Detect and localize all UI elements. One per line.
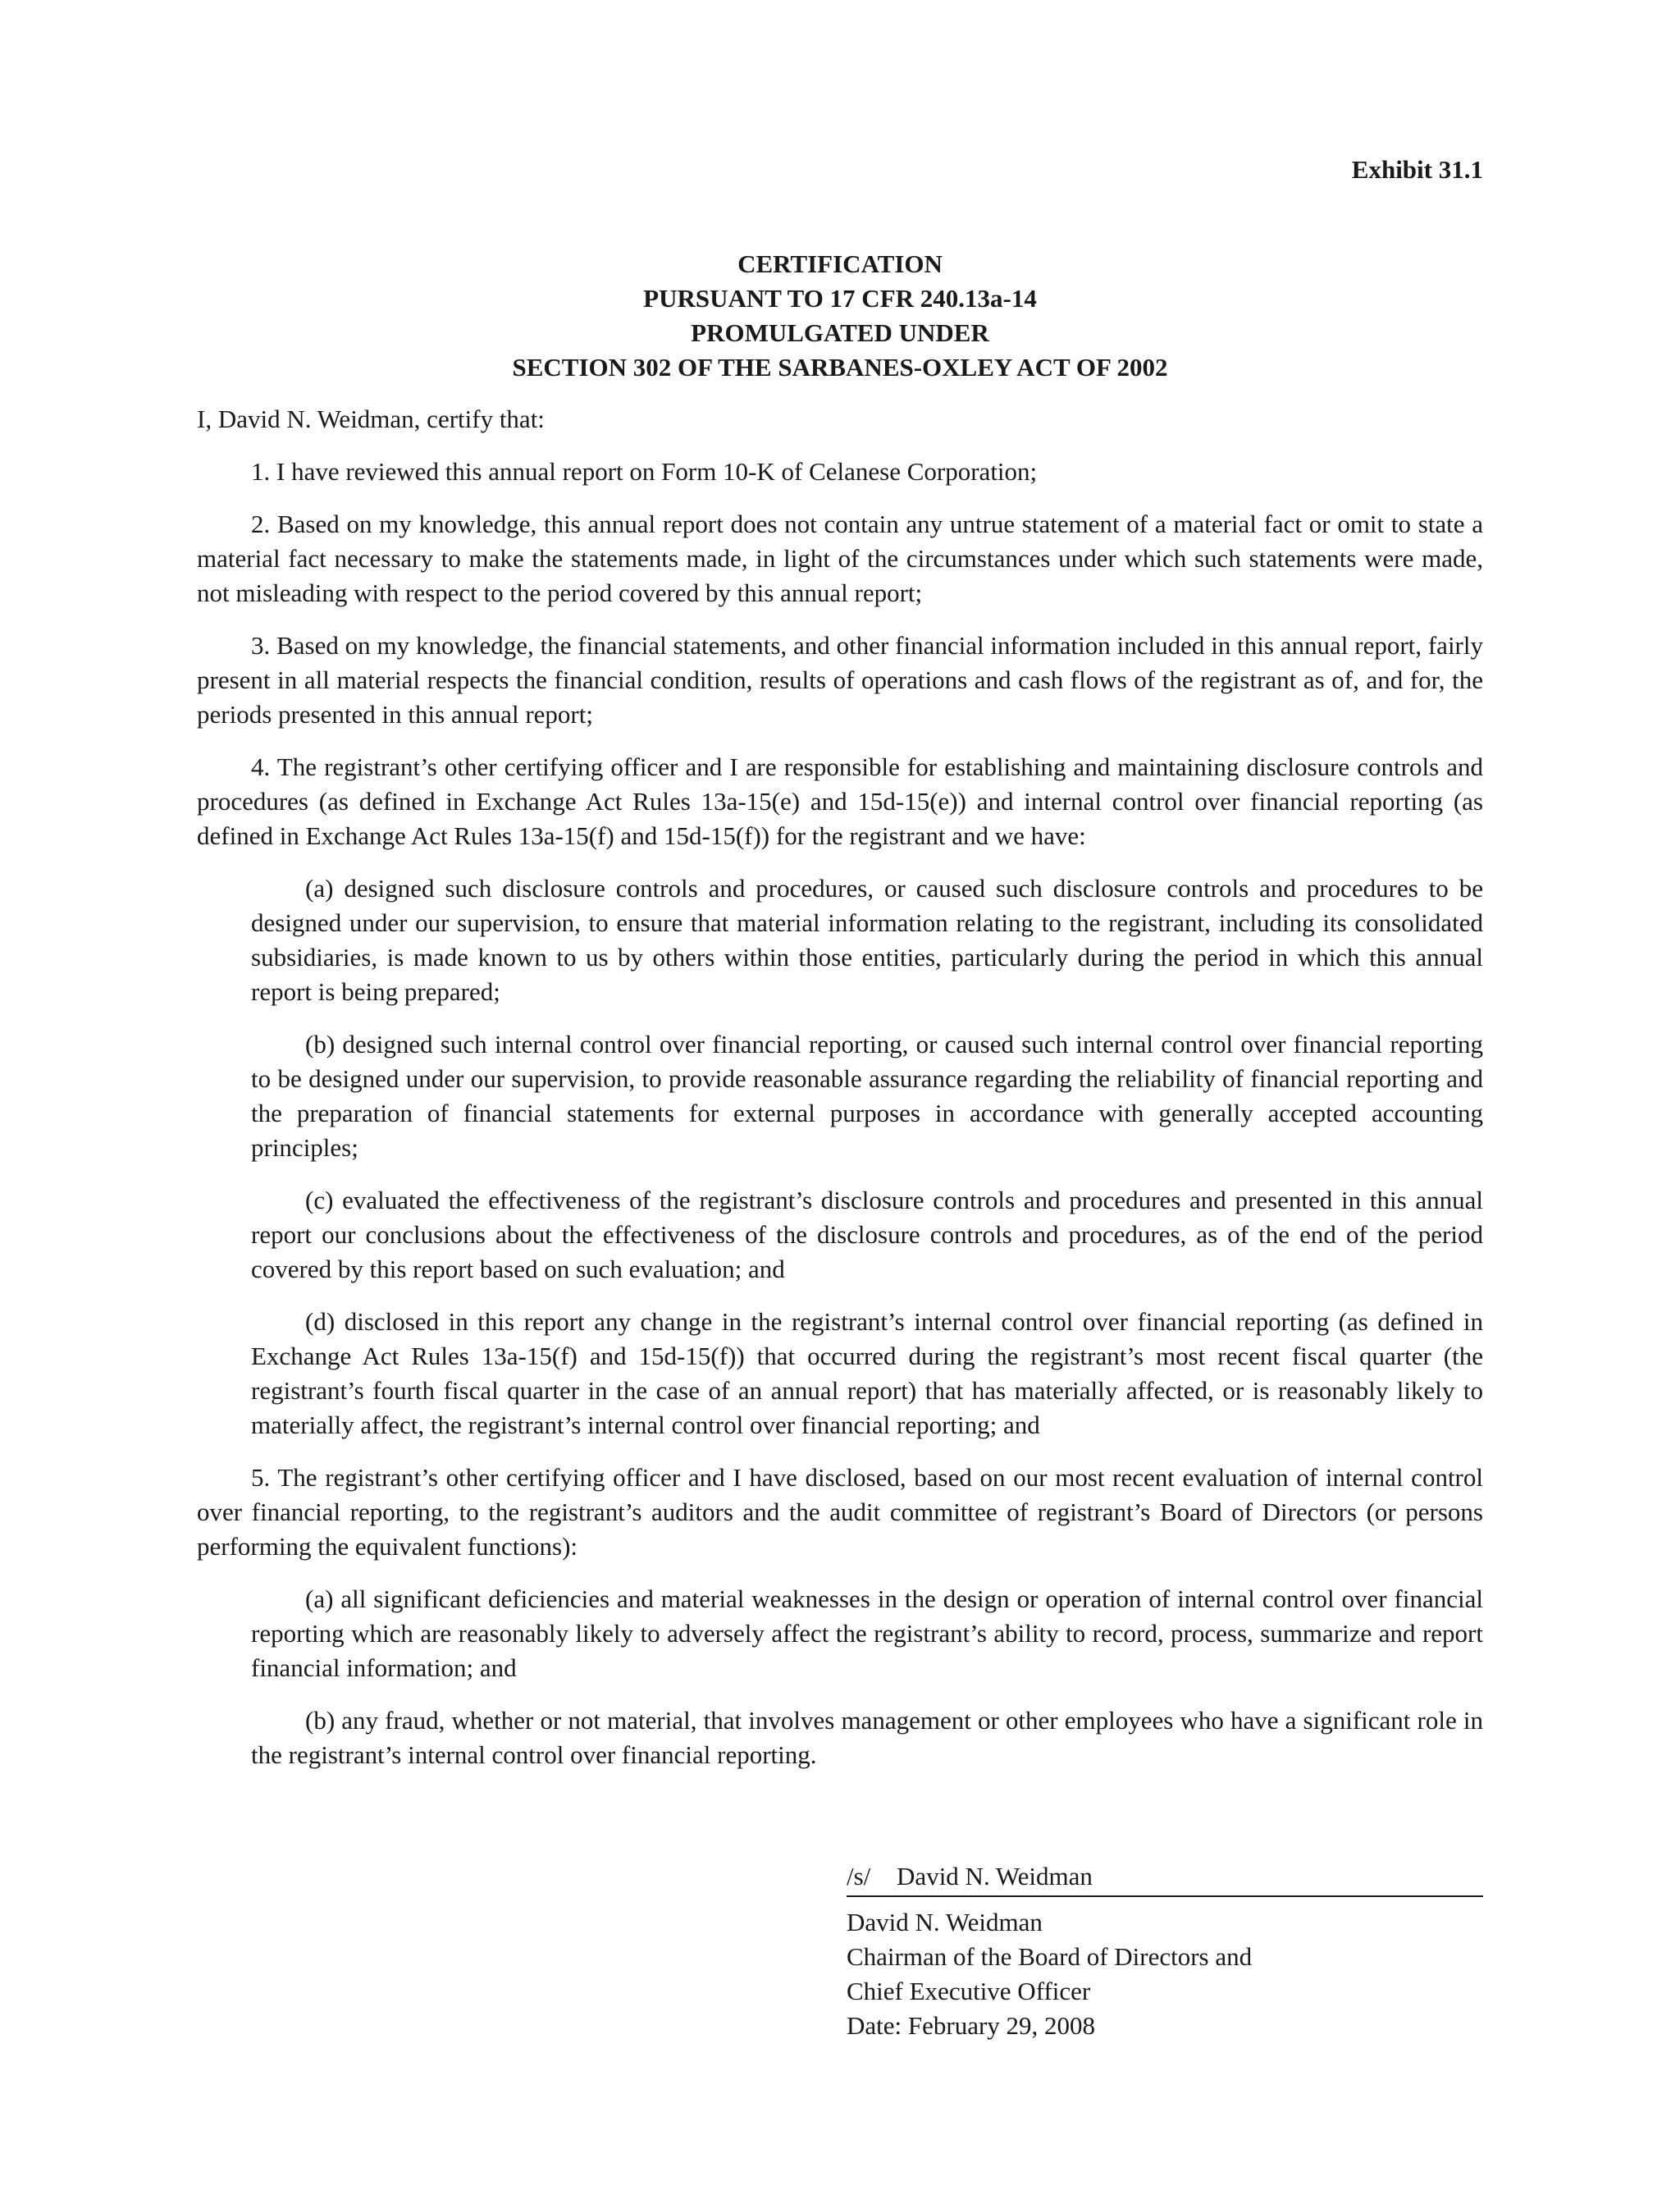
item-5a: (a) all significant deficiencies and material weaknesses in the design or operation of internal control over financial reporting which are reasonably likely to adversely affect the registrant’s ability to record, process, summarize and report financial information; and — [251, 1584, 1483, 1682]
item-1: 1. I have reviewed this annual report on Form 10-K of Celanese Corporation; — [251, 457, 1038, 486]
signed-name: David N. Weidman — [897, 1862, 1093, 1891]
certification-heading — [0, 247, 1680, 385]
item-2: 2. Based on my knowledge, this annual report does not contain any untrue statement of a material fact or omit to state a material fact necessary to make the statements made, in light of the circumstances under which such statements were made, not misleading with respect to the period covered by this annual report; — [197, 510, 1483, 607]
heading-line-3: PROMULGATED UNDER — [691, 318, 989, 347]
signer-info — [847, 1905, 1483, 2043]
item-4d: (d) disclosed in this report any change in the registrant’s internal control over financial reporting (as defined in Exchange Act Rules 13a-15(f) and 15d-15(f)) that occurred during the registrant’s most recent fiscal quarter (the registrant’s fourth fiscal quarter in the case of an annual report) that has materially affected, or is reasonably likely to materially affect, the registrant’s internal control over financial reporting; and — [251, 1307, 1483, 1439]
heading-line-4: SECTION 302 OF THE SARBANES-OXLEY ACT OF 2002 — [512, 353, 1168, 382]
signer-title-2: Chief Executive Officer — [847, 1977, 1091, 2005]
item-4a: (a) designed such disclosure controls and procedures, or caused such disclosure controls and procedures to be designed under our supervision, to ensure that material information relating to the registrant, including its consolidated subsidiaries, is made known to us by others within those entities, particularly during the period in which this annual report is being prepared; — [251, 874, 1483, 1006]
signature-date: Date: February 29, 2008 — [847, 2011, 1096, 2040]
item-5: 5. The registrant’s other certifying officer and I have disclosed, based on our most recent evaluation of internal control over financial reporting, to the registrant’s auditors and the audit committee of registrant’s Board of Directors (or persons performing the equivalent functions): — [197, 1463, 1483, 1561]
signature-block — [847, 1859, 1483, 2043]
intro-statement: I, David N. Weidman, certify that: — [197, 405, 545, 433]
item-4b: (b) designed such internal control over financial reporting, or caused such internal control over financial reporting to be designed under our supervision, to provide reasonable assurance regarding the reliability of financial reporting and the preparation of financial statements for external purposes in accordance with generally accepted accounting principles; — [251, 1030, 1483, 1162]
heading-line-2: PURSUANT TO 17 CFR 240.13a-14 — [643, 284, 1037, 313]
signature-prefix: /s/ — [847, 1862, 871, 1891]
item-4c: (c) evaluated the effectiveness of the registrant’s disclosure controls and procedures and presented in this annual report our conclusions about the effectiveness of the disclosure controls and procedures, as of the end of the period covered by this report based on such evaluation; and — [251, 1186, 1483, 1283]
exhibit-label: Exhibit 31.1 — [1351, 155, 1483, 184]
item-5b: (b) any fraud, whether or not material, that involves management or other employees who have a significant role in the registrant’s internal control over financial reporting. — [251, 1706, 1483, 1769]
heading-line-1: CERTIFICATION — [737, 249, 943, 278]
signature-line — [847, 1859, 1483, 1897]
item-4: 4. The registrant’s other certifying officer and I are responsible for establishing and maintaining disclosure controls and procedures (as defined in Exchange Act Rules 13a-15(e) and 15d-15(e)) and internal control over financial reporting (as defined in Exchange Act Rules 13a-15(f) and 15d-15(f)) for the registrant and we have: — [197, 752, 1483, 850]
signer-name: David N. Weidman — [847, 1908, 1043, 1936]
item-3: 3. Based on my knowledge, the financial statements, and other financial information included in this annual report, fairly present in all material respects the financial condition, results of operations and cash flows of the registrant as of, and for, the periods presented in this annual report; — [197, 631, 1483, 729]
signer-title-1: Chairman of the Board of Directors and — [847, 1942, 1253, 1971]
certification-body — [197, 402, 1483, 1790]
